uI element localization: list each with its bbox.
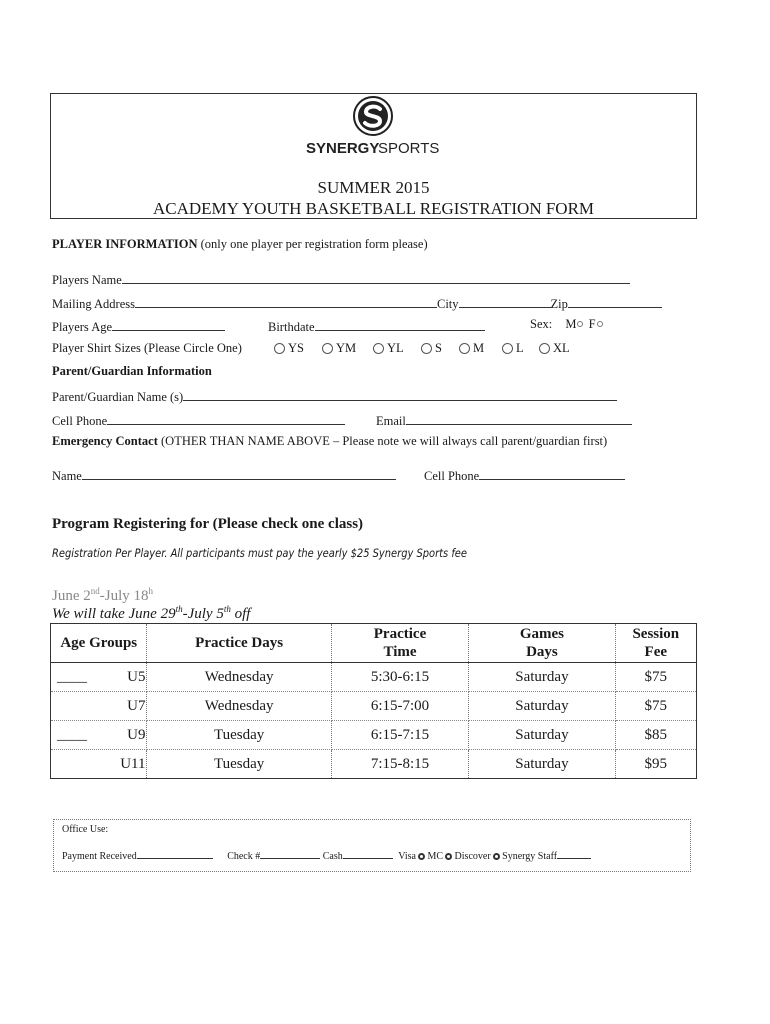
time-cell: 6:15-7:15: [331, 721, 468, 750]
synergy-sports-logo: [302, 96, 444, 158]
parent-email-row: [376, 411, 632, 429]
payment-received-field[interactable]: [137, 849, 213, 859]
check-label: Check #: [227, 851, 261, 862]
day-cell: Wednesday: [147, 663, 331, 692]
parent-name-field[interactable]: [183, 387, 617, 401]
office-payment-row: [62, 849, 591, 862]
shirt-size-s[interactable]: S: [421, 341, 442, 356]
age-cell[interactable]: ____ U5: [51, 663, 147, 692]
emergency-name-field[interactable]: [82, 466, 396, 480]
brand-light-text: SPORTS: [378, 140, 440, 157]
age-cell[interactable]: U11: [51, 750, 147, 779]
player-info-note: (only one player per registration form please): [200, 237, 428, 251]
age-cell[interactable]: ____ U9: [51, 721, 147, 750]
emergency-heading: [52, 434, 607, 449]
sex-f-radio[interactable]: [597, 321, 603, 327]
header-practice-days: Practice Days: [147, 624, 331, 663]
table-row: [51, 721, 697, 750]
parent-email-label: Email: [376, 414, 406, 428]
payment-received-label: Payment Received: [62, 851, 137, 862]
emergency-name-row: [52, 466, 396, 484]
visa-label: Visa: [398, 851, 416, 862]
sex-f-label: F: [588, 317, 596, 331]
program-off-week: We will take June 29th-July 5th off: [52, 604, 251, 622]
discover-radio[interactable]: [493, 853, 500, 860]
parent-cell-row: [52, 411, 345, 429]
players-age-label: Players Age: [52, 320, 113, 334]
fee-cell: $85: [615, 721, 696, 750]
parent-name-label: Parent/Guardian Name (s): [52, 390, 184, 404]
players-name-row: [52, 270, 630, 288]
players-age-row: [52, 317, 225, 335]
zip-label: Zip: [550, 297, 568, 311]
shirt-size-ym[interactable]: YM: [322, 341, 356, 356]
circle-icon: [459, 343, 470, 354]
shirt-size-label: Player Shirt Sizes (Please Circle One): [52, 341, 242, 355]
players-age-field[interactable]: [112, 317, 225, 331]
day-cell: Tuesday: [147, 750, 331, 779]
header-age-groups: Age Groups: [51, 624, 147, 663]
city-field[interactable]: [459, 294, 551, 308]
visa-radio[interactable]: [418, 853, 425, 860]
discover-label: Discover: [454, 851, 491, 862]
synergy-staff-label: Synergy Staff: [502, 851, 558, 862]
sex-m-radio[interactable]: [577, 321, 583, 327]
birthdate-field[interactable]: [315, 317, 485, 331]
games-cell: Saturday: [469, 692, 615, 721]
parent-name-row: [52, 387, 617, 405]
table-row: [51, 692, 697, 721]
schedule-table: [50, 623, 697, 779]
emergency-title: Emergency Contact: [52, 434, 158, 448]
check-field[interactable]: [260, 849, 320, 859]
header-practice-time: Practice Time: [331, 624, 468, 663]
table-row: [51, 750, 697, 779]
city-label: City: [436, 297, 459, 311]
circle-icon: [274, 343, 285, 354]
emergency-name-label: Name: [52, 469, 82, 483]
time-cell: 7:15-8:15: [331, 750, 468, 779]
age-cell[interactable]: U7: [51, 692, 147, 721]
circle-icon: [421, 343, 432, 354]
shirt-size-m[interactable]: M: [459, 341, 484, 356]
fee-cell: $95: [615, 750, 696, 779]
shirt-size-l[interactable]: L: [502, 341, 524, 356]
time-cell: 5:30-6:15: [331, 663, 468, 692]
circle-icon: [539, 343, 550, 354]
shirt-size-xl[interactable]: XL: [539, 341, 570, 356]
games-cell: Saturday: [469, 721, 615, 750]
sex-label: Sex:: [530, 317, 553, 331]
birthdate-row: [268, 317, 485, 335]
program-title: Program Registering for (Please check one class): [52, 516, 364, 532]
zip-field[interactable]: [568, 294, 662, 308]
day-cell: Tuesday: [147, 721, 331, 750]
player-info-heading: [52, 237, 428, 252]
emergency-cell-label: Cell Phone: [424, 469, 480, 483]
cash-field[interactable]: [343, 849, 393, 859]
form-title-line2: ACADEMY YOUTH BASKETBALL REGISTRATION FORM: [152, 199, 595, 218]
fee-cell: $75: [615, 663, 696, 692]
shirt-size-yl[interactable]: YL: [373, 341, 404, 356]
emergency-note: (OTHER THAN NAME ABOVE – Please note we will always call parent/guardian first): [161, 434, 608, 448]
office-use-title: Office Use:: [62, 824, 109, 835]
emergency-cell-row: [424, 466, 625, 484]
mc-radio[interactable]: [445, 853, 452, 860]
player-info-title: PLAYER INFORMATION: [52, 237, 198, 251]
circle-icon: [322, 343, 333, 354]
mailing-address-label: Mailing Address: [52, 297, 135, 311]
program-subtitle: Registration Per Player. All participants must pay the yearly $25 Synergy Sports fee: [52, 546, 467, 560]
parent-info-title: Parent/Guardian Information: [52, 364, 212, 378]
program-dates: June 2nd-July 18$^h$: [52, 586, 153, 604]
brand-bold-text: SYNERGY: [306, 140, 380, 157]
sex-row: [530, 317, 603, 332]
birthdate-label: Birthdate: [268, 320, 315, 334]
time-cell: 6:15-7:00: [331, 692, 468, 721]
office-use-box: [53, 819, 691, 872]
mailing-address-row: [52, 294, 662, 312]
fee-cell: $75: [615, 692, 696, 721]
shirt-size-ys[interactable]: YS: [274, 341, 304, 356]
parent-cell-field[interactable]: [107, 411, 345, 425]
players-name-field[interactable]: [122, 270, 630, 284]
parent-cell-label: Cell Phone: [52, 414, 108, 428]
parent-email-field[interactable]: [406, 411, 632, 425]
circle-icon: [373, 343, 384, 354]
cash-label: Cash: [322, 851, 343, 862]
header-session-fee: Session Fee: [615, 624, 696, 663]
games-cell: Saturday: [469, 750, 615, 779]
day-cell: Wednesday: [147, 692, 331, 721]
emergency-cell-field[interactable]: [479, 466, 625, 480]
players-name-label: Players Name: [52, 273, 122, 287]
mailing-address-field[interactable]: [135, 294, 437, 308]
circle-icon: [502, 343, 513, 354]
form-title-line1: SUMMER 2015: [317, 178, 430, 197]
table-row: [51, 663, 697, 692]
header-games-days: Games Days: [469, 624, 615, 663]
games-cell: Saturday: [469, 663, 615, 692]
synergy-staff-field[interactable]: [557, 849, 591, 859]
mc-label: MC: [427, 851, 444, 862]
sex-m-label: M: [565, 317, 577, 331]
schedule-header-row: [51, 624, 697, 663]
